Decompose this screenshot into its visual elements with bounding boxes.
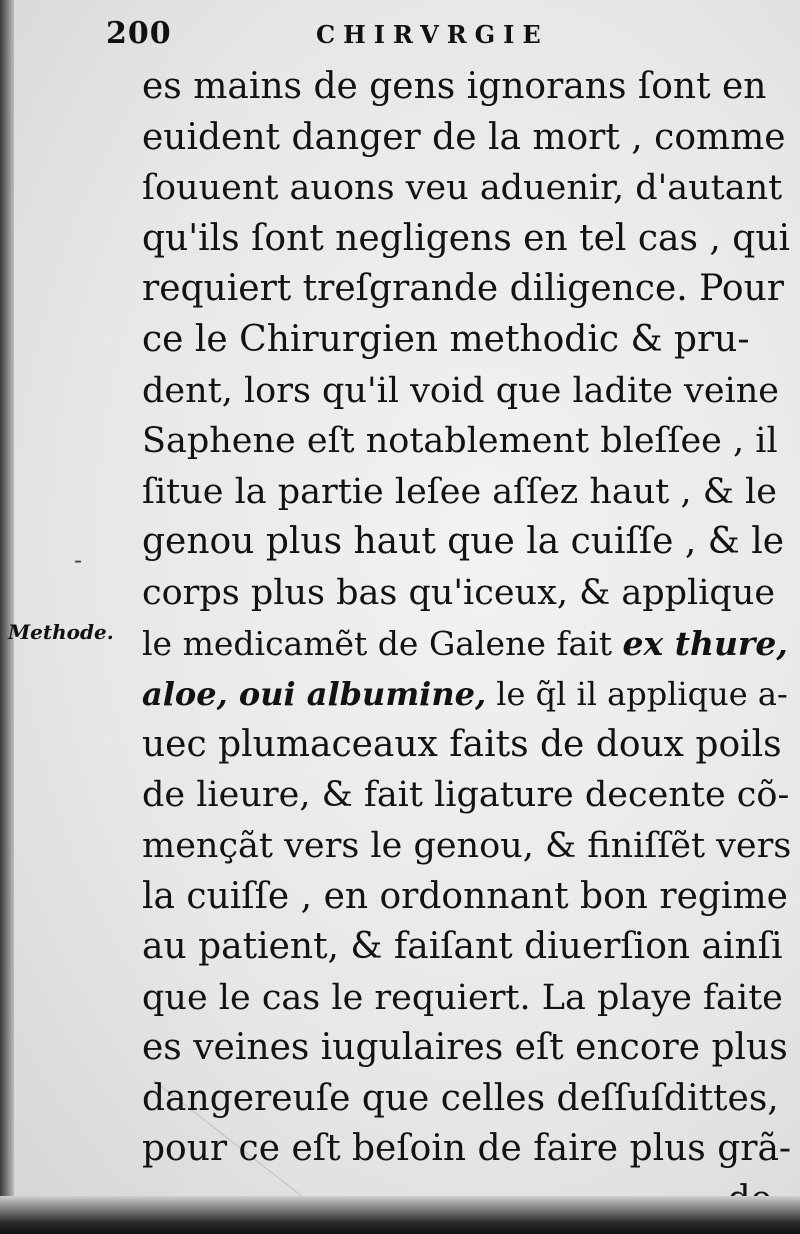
binding-edge (0, 0, 14, 1234)
text-line: uec plumaceaux faits de doux poils (142, 723, 782, 765)
text-line: dent, lors qu'il void que ladite veine (142, 370, 779, 411)
text-line: Saphene eſt notablement bleſſee , il (142, 421, 778, 462)
text-segment: le medicamẽt de Galene fait (142, 623, 613, 663)
text-line: de lieure, & fait ligature decente cõ- (142, 775, 790, 816)
text-line: la cuiſſe , en ordonnant bon regime (142, 875, 788, 917)
text-line: au patient, & faiſant diuerſion ainſi (142, 926, 783, 968)
scan-bottom-edge (0, 1196, 800, 1234)
text-line-with-italic (142, 669, 792, 720)
text-line: genou plus haut que la cuiſſe , & le (142, 521, 785, 563)
margin-note: Methode. (8, 620, 114, 644)
page-header (106, 14, 626, 54)
text-line: ce le Chirurgien methodic & pru- (142, 318, 750, 360)
italic-latin: aloe, oui albumine, (142, 675, 487, 714)
italic-latin: ex thure, (622, 623, 788, 663)
text-line: es mains de gens ignorans ſont en (142, 66, 767, 107)
text-line: mençãt vers le genou, & finiſſẽt vers (142, 825, 792, 866)
text-line: ſouuent auons veu aduenir, d'autant (142, 168, 783, 209)
text-line-with-italic (142, 619, 792, 670)
text-segment: le q̃l il applique a- (496, 675, 788, 714)
text-line: requiert treſgrande diligence. Pour (142, 268, 784, 310)
text-line: dangereuſe que celles deſſuſdittes, (142, 1077, 779, 1119)
text-line: es veines iugulaires eſt encore plus (142, 1027, 788, 1069)
text-line: qu'ils ſont negligens en tel cas , qui (142, 217, 791, 259)
body-text (142, 62, 792, 1226)
text-line: que le cas le requiert. La playe faite (142, 977, 783, 1018)
text-line: ſitue la partie leſee aſſez haut , & le (142, 471, 777, 512)
text-line: corps plus bas qu'iceux, & applique (142, 572, 776, 613)
text-line: euident danger de la mort , comme (142, 116, 786, 158)
text-line: pour ce eſt beſoin de faire plus grã- (142, 1128, 792, 1170)
page-paper (8, 0, 800, 1200)
running-head: CHIRVRGIE (316, 20, 549, 49)
page-number: 200 (106, 16, 172, 51)
margin-dash: - (74, 546, 83, 574)
